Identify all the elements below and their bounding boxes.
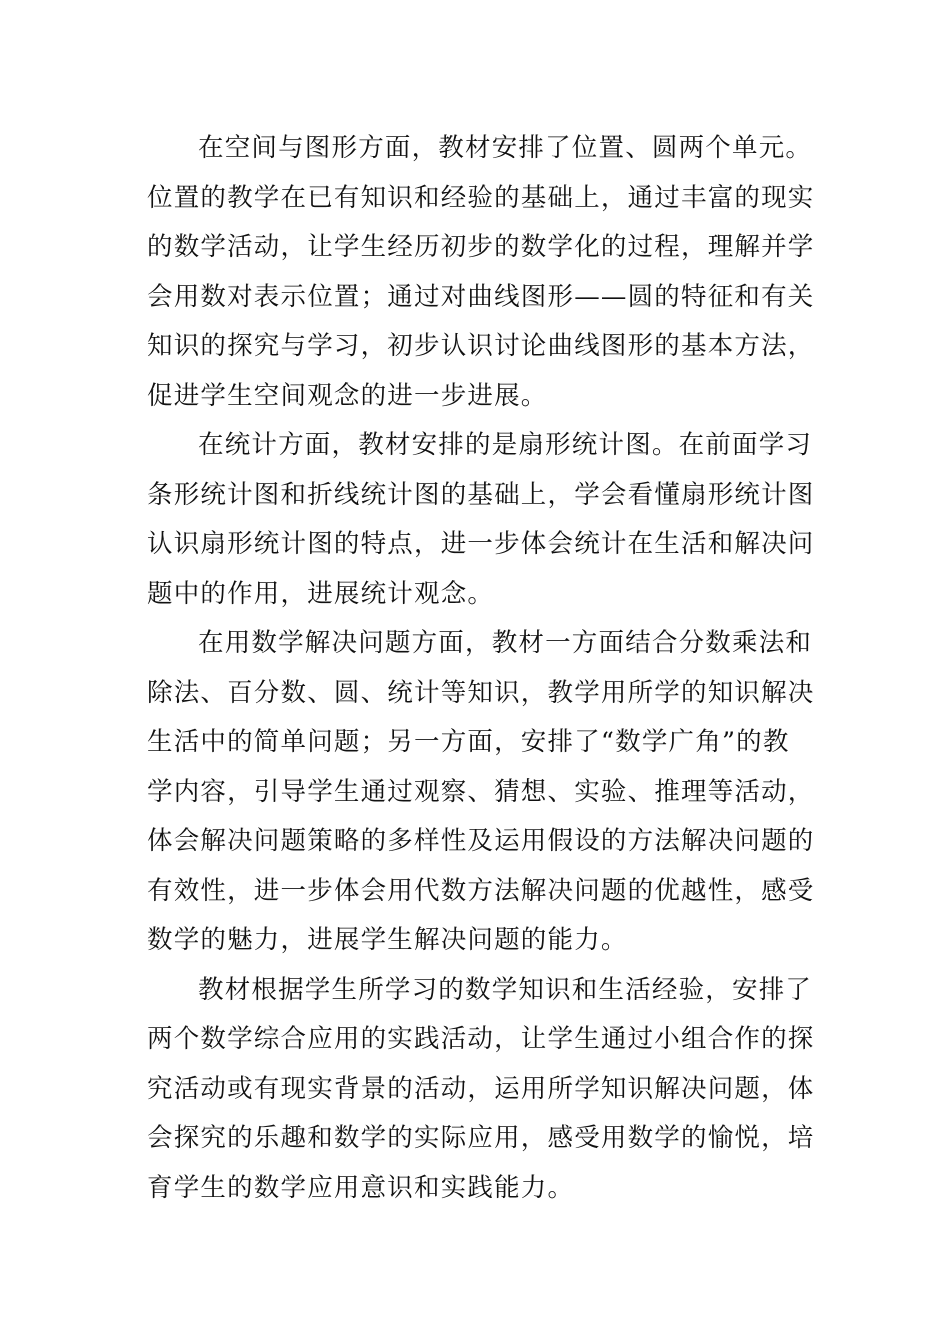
document-page xyxy=(147,124,815,1213)
text-line: 生活中的简单问题；另一方面，安排了“数学广角”的教 xyxy=(147,727,790,757)
text-line: 会用数对表示位置；通过对曲线图形——圆的特征和有关 xyxy=(147,281,815,312)
text-line: 认识扇形统计图的特点，进一步体会统计在生活和解决问 xyxy=(147,529,815,559)
text-line: 位置的教学在已有知识和经验的基础上，通过丰富的现实 xyxy=(147,182,815,213)
paragraph-problem-solving xyxy=(147,619,815,966)
text-line: 数学的魅力，进展学生解决问题的能力。 xyxy=(147,925,628,955)
text-line: 在用数学解决问题方面，教材一方面结合分数乘法和 xyxy=(198,628,813,658)
text-line: 知识的探究与学习，初步认识讨论曲线图形的基本方法， xyxy=(147,331,815,361)
text-line: 除法、百分数、圆、统计等知识，教学用所学的知识解决 xyxy=(147,677,815,708)
text-line: 会探究的乐趣和数学的实际应用，感受用数学的愉悦，培 xyxy=(147,1123,815,1153)
text-line: 促进学生空间观念的进一步进展。 xyxy=(147,380,548,411)
text-line: 条形统计图和折线统计图的基础上，学会看懂扇形统计图 xyxy=(147,479,815,510)
text-line: 体会解决问题策略的多样性及运用假设的方法解决问题的 xyxy=(147,826,815,856)
text-line: 究活动或有现实背景的活动，运用所学知识解决问题，体 xyxy=(147,1073,815,1104)
text-line: 的数学活动，让学生经历初步的数学化的过程，理解并学 xyxy=(147,232,815,262)
paragraph-practice-activities xyxy=(147,966,815,1214)
paragraph-space-and-shapes xyxy=(147,124,815,421)
paragraph-statistics xyxy=(147,421,815,619)
text-line: 育学生的数学应用意识和实践能力。 xyxy=(147,1172,575,1203)
text-line: 有效性，进一步体会用代数方法解决问题的优越性，感受 xyxy=(147,875,815,906)
text-line: 学内容，引导学生通过观察、猜想、实验、推理等活动， xyxy=(147,776,815,807)
text-line: 题中的作用，进展统计观念。 xyxy=(147,578,495,609)
text-line: 在空间与图形方面，教材安排了位置、圆两个单元。 xyxy=(198,133,813,163)
text-line: 教材根据学生所学习的数学知识和生活经验，安排了 xyxy=(198,974,813,1005)
text-line: 在统计方面，教材安排的是扇形统计图。在前面学习 xyxy=(198,430,813,460)
text-line: 两个数学综合应用的实践活动，让学生通过小组合作的探 xyxy=(147,1024,815,1054)
